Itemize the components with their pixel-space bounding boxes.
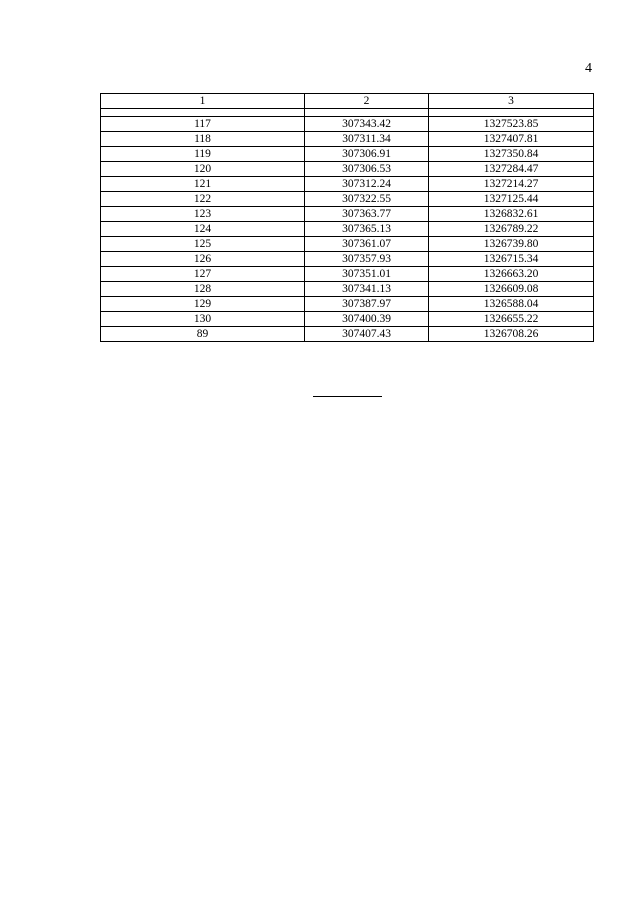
y-coordinate-cell: 1327125.44 xyxy=(429,192,594,207)
point-number-cell: 129 xyxy=(101,297,305,312)
table-row xyxy=(101,252,594,267)
table-row xyxy=(101,177,594,192)
table-row xyxy=(101,117,594,132)
spacer-cell xyxy=(305,109,429,117)
table-row xyxy=(101,162,594,177)
y-coordinate-cell: 1326715.34 xyxy=(429,252,594,267)
y-coordinate-cell: 1327523.85 xyxy=(429,117,594,132)
x-coordinate-cell: 307357.93 xyxy=(305,252,429,267)
table-header-row xyxy=(101,94,594,109)
column-header: 2 xyxy=(305,94,429,109)
x-coordinate-cell: 307322.55 xyxy=(305,192,429,207)
x-coordinate-cell: 307407.43 xyxy=(305,327,429,342)
table-spacer-row xyxy=(101,109,594,117)
x-coordinate-cell: 307341.13 xyxy=(305,282,429,297)
point-number-cell: 117 xyxy=(101,117,305,132)
y-coordinate-cell: 1327350.84 xyxy=(429,147,594,162)
x-coordinate-cell: 307312.24 xyxy=(305,177,429,192)
y-coordinate-cell: 1326789.22 xyxy=(429,222,594,237)
point-number-cell: 130 xyxy=(101,312,305,327)
table-row xyxy=(101,267,594,282)
y-coordinate-cell: 1327284.47 xyxy=(429,162,594,177)
point-number-cell: 118 xyxy=(101,132,305,147)
table-row xyxy=(101,192,594,207)
x-coordinate-cell: 307306.53 xyxy=(305,162,429,177)
column-header: 1 xyxy=(101,94,305,109)
x-coordinate-cell: 307306.91 xyxy=(305,147,429,162)
x-coordinate-cell: 307387.97 xyxy=(305,297,429,312)
table-row xyxy=(101,297,594,312)
table-row xyxy=(101,132,594,147)
point-number-cell: 122 xyxy=(101,192,305,207)
y-coordinate-cell: 1326588.04 xyxy=(429,297,594,312)
x-coordinate-cell: 307311.34 xyxy=(305,132,429,147)
point-number-cell: 128 xyxy=(101,282,305,297)
spacer-cell xyxy=(429,109,594,117)
y-coordinate-cell: 1326739.80 xyxy=(429,237,594,252)
table-row xyxy=(101,327,594,342)
table-row xyxy=(101,312,594,327)
y-coordinate-cell: 1326609.08 xyxy=(429,282,594,297)
y-coordinate-cell: 1326708.26 xyxy=(429,327,594,342)
y-coordinate-cell: 1326663.20 xyxy=(429,267,594,282)
coordinates-table xyxy=(100,93,594,342)
point-number-cell: 89 xyxy=(101,327,305,342)
y-coordinate-cell: 1326832.61 xyxy=(429,207,594,222)
point-number-cell: 127 xyxy=(101,267,305,282)
table-row xyxy=(101,147,594,162)
point-number-cell: 123 xyxy=(101,207,305,222)
page-number: 4 xyxy=(585,61,592,76)
table-row xyxy=(101,222,594,237)
table-row xyxy=(101,207,594,222)
table-row xyxy=(101,282,594,297)
point-number-cell: 121 xyxy=(101,177,305,192)
point-number-cell: 120 xyxy=(101,162,305,177)
x-coordinate-cell: 307363.77 xyxy=(305,207,429,222)
point-number-cell: 126 xyxy=(101,252,305,267)
x-coordinate-cell: 307351.01 xyxy=(305,267,429,282)
point-number-cell: 125 xyxy=(101,237,305,252)
x-coordinate-cell: 307343.42 xyxy=(305,117,429,132)
point-number-cell: 119 xyxy=(101,147,305,162)
column-header: 3 xyxy=(429,94,594,109)
spacer-cell xyxy=(101,109,305,117)
y-coordinate-cell: 1327214.27 xyxy=(429,177,594,192)
x-coordinate-cell: 307400.39 xyxy=(305,312,429,327)
x-coordinate-cell: 307361.07 xyxy=(305,237,429,252)
end-of-document-rule xyxy=(313,396,382,397)
table-row xyxy=(101,237,594,252)
y-coordinate-cell: 1326655.22 xyxy=(429,312,594,327)
point-number-cell: 124 xyxy=(101,222,305,237)
y-coordinate-cell: 1327407.81 xyxy=(429,132,594,147)
x-coordinate-cell: 307365.13 xyxy=(305,222,429,237)
